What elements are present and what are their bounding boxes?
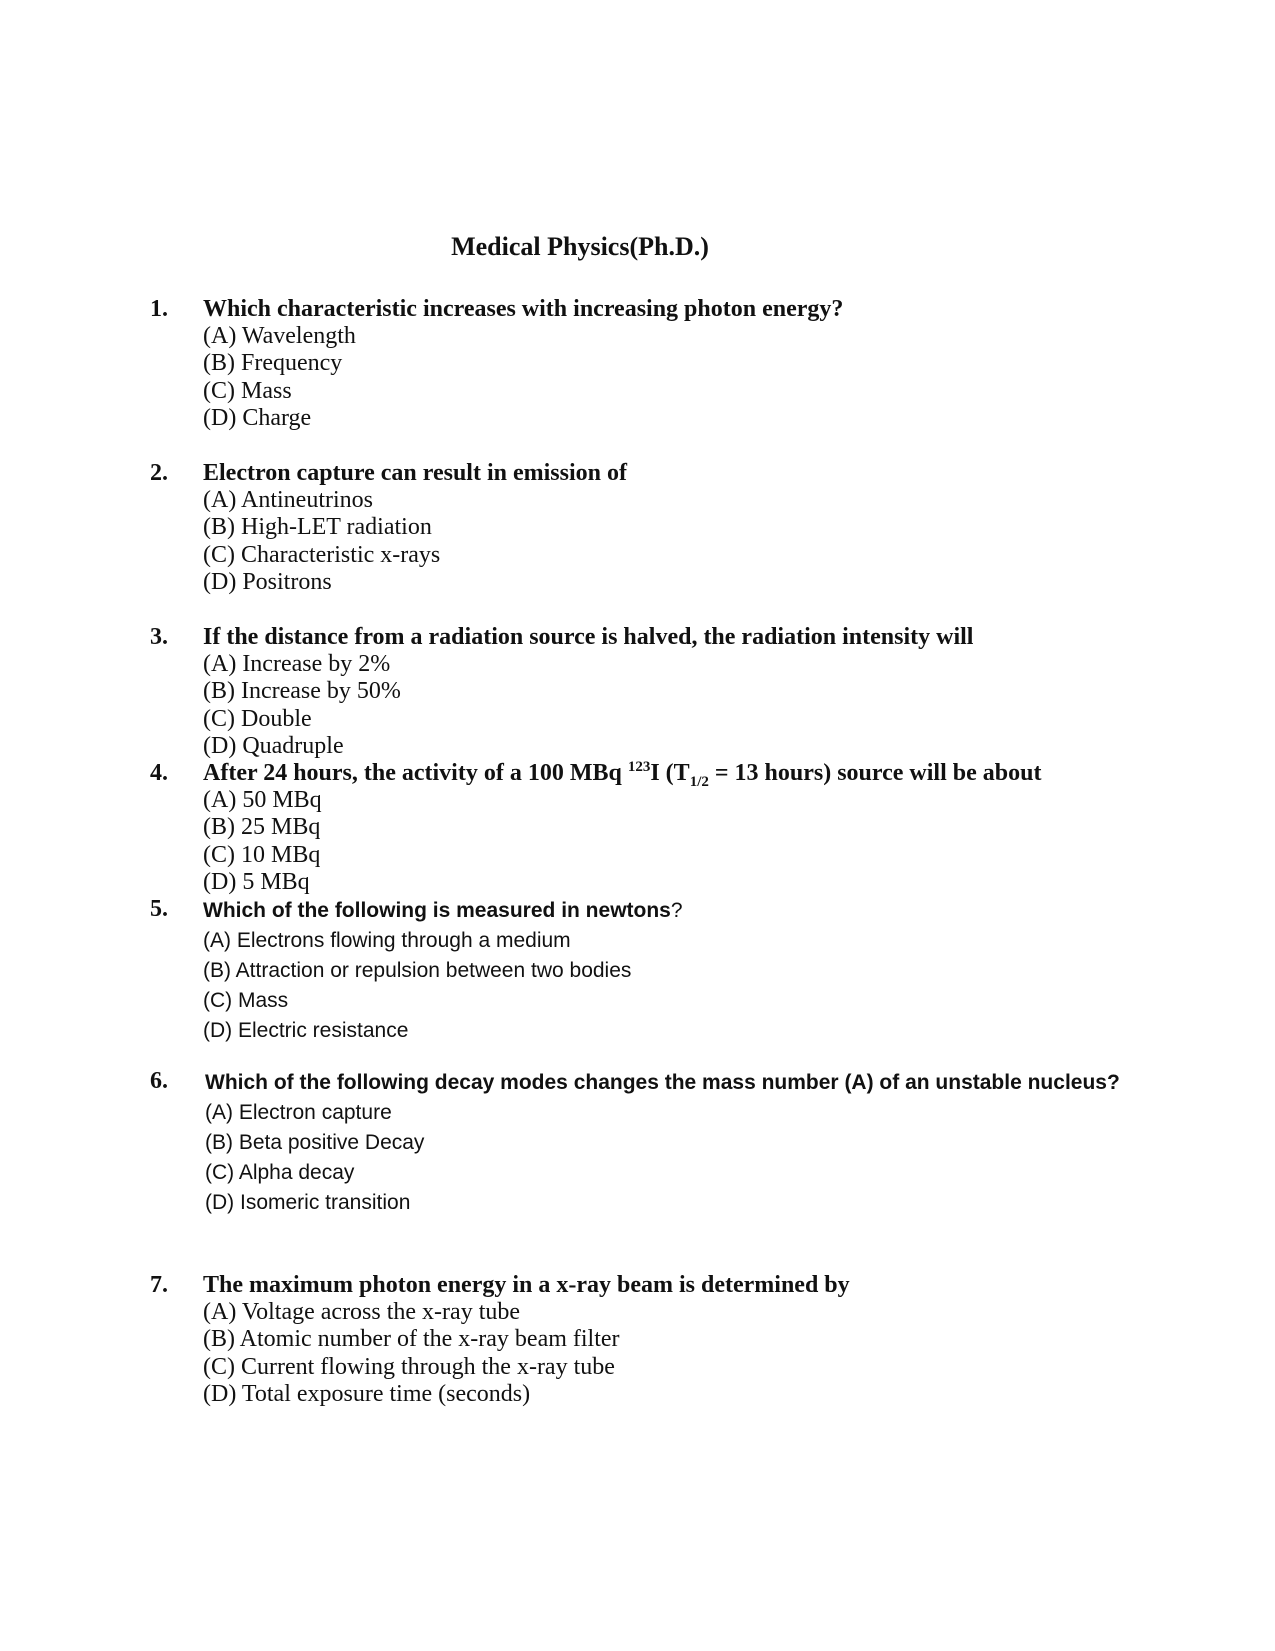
question-text <box>203 759 1135 790</box>
question-text: Which characteristic increases with increasing photon energy? <box>203 296 844 322</box>
options-list <box>203 651 1135 761</box>
question-text-part: After 24 hours, the activity of a 100 MBq <box>203 760 628 786</box>
page-title: Medical Physics(Ph.D.) <box>451 232 709 261</box>
option-b: (B) 25 MBq <box>203 814 321 841</box>
question-2 <box>150 460 1135 597</box>
isotope-mass-number: 123 <box>627 759 651 775</box>
options-list <box>203 1299 1135 1409</box>
option-d: (D) Isomeric transition <box>205 1191 411 1214</box>
option-b: (B) Frequency <box>203 350 343 377</box>
question-4 <box>150 760 1135 897</box>
option-d: (D) 5 MBq <box>203 869 310 896</box>
question-text: If the distance from a radiation source is halved, the radiation intensity will <box>203 624 974 650</box>
option-a: (A) Increase by 2% <box>203 651 391 677</box>
option-c: (C) Double <box>203 705 312 732</box>
half-life-subscript: 1/2 <box>689 773 709 790</box>
question-number: 7. <box>150 1272 168 1298</box>
option-d: (D) Electric resistance <box>203 1019 409 1042</box>
option-a: (A) Antineutrinos <box>203 487 373 513</box>
question-text: The maximum photon energy in a x-ray beam is determined by <box>203 1272 850 1298</box>
options-list <box>203 787 1135 897</box>
question-3 <box>150 624 1135 761</box>
question-number: 4. <box>150 760 168 786</box>
option-b: (B) Atomic number of the x-ray beam filter <box>203 1326 620 1353</box>
option-a: (A) Electron capture <box>205 1101 392 1124</box>
option-c: (C) Characteristic x-rays <box>203 541 441 568</box>
question-1 <box>150 296 1135 433</box>
question-text-part: I (T <box>650 760 690 786</box>
option-c: (C) Mass <box>203 377 292 404</box>
question-number: 1. <box>150 296 168 322</box>
question-text: Electron capture can result in emission of <box>203 460 627 486</box>
option-d: (D) Positrons <box>203 569 332 596</box>
question-number: 5. <box>150 896 168 922</box>
option-b: (B) Increase by 50% <box>203 678 401 705</box>
options-list <box>205 1098 1135 1218</box>
question-number: 6. <box>150 1068 168 1094</box>
option-d: (D) Quadruple <box>203 733 344 760</box>
question-5 <box>150 896 1135 1046</box>
options-list <box>203 323 1135 433</box>
option-c: (C) 10 MBq <box>203 841 321 868</box>
question-text: Which of the following decay modes changes the mass number (A) of an unstable nucleus? <box>205 1071 1120 1094</box>
options-list <box>203 487 1135 597</box>
option-a: (A) Voltage across the x-ray tube <box>203 1299 521 1325</box>
question-text <box>203 896 1135 926</box>
option-a: (A) 50 MBq <box>203 787 322 813</box>
question-text-part: = 13 hours) source will be about <box>708 760 1042 786</box>
option-a: (A) Wavelength <box>203 323 356 349</box>
option-a: (A) Electrons flowing through a medium <box>203 929 571 952</box>
option-d: (D) Total exposure time (seconds) <box>203 1381 531 1408</box>
option-b: (B) High-LET radiation <box>203 514 432 541</box>
question-7 <box>150 1272 1135 1409</box>
option-c: (C) Mass <box>203 989 289 1012</box>
question-6 <box>150 1068 1135 1218</box>
option-b: (B) Beta positive Decay <box>205 1131 425 1154</box>
option-c: (C) Current flowing through the x-ray tube <box>203 1353 615 1380</box>
option-b: (B) Attraction or repulsion between two bodies <box>203 959 632 982</box>
option-d: (D) Charge <box>203 405 312 432</box>
question-text-main: Which of the following is measured in newtons <box>203 899 671 922</box>
question-mark: ? <box>670 899 683 922</box>
question-number: 2. <box>150 460 168 486</box>
option-c: (C) Alpha decay <box>205 1161 355 1184</box>
options-list <box>203 926 1135 1046</box>
question-number: 3. <box>150 624 168 650</box>
